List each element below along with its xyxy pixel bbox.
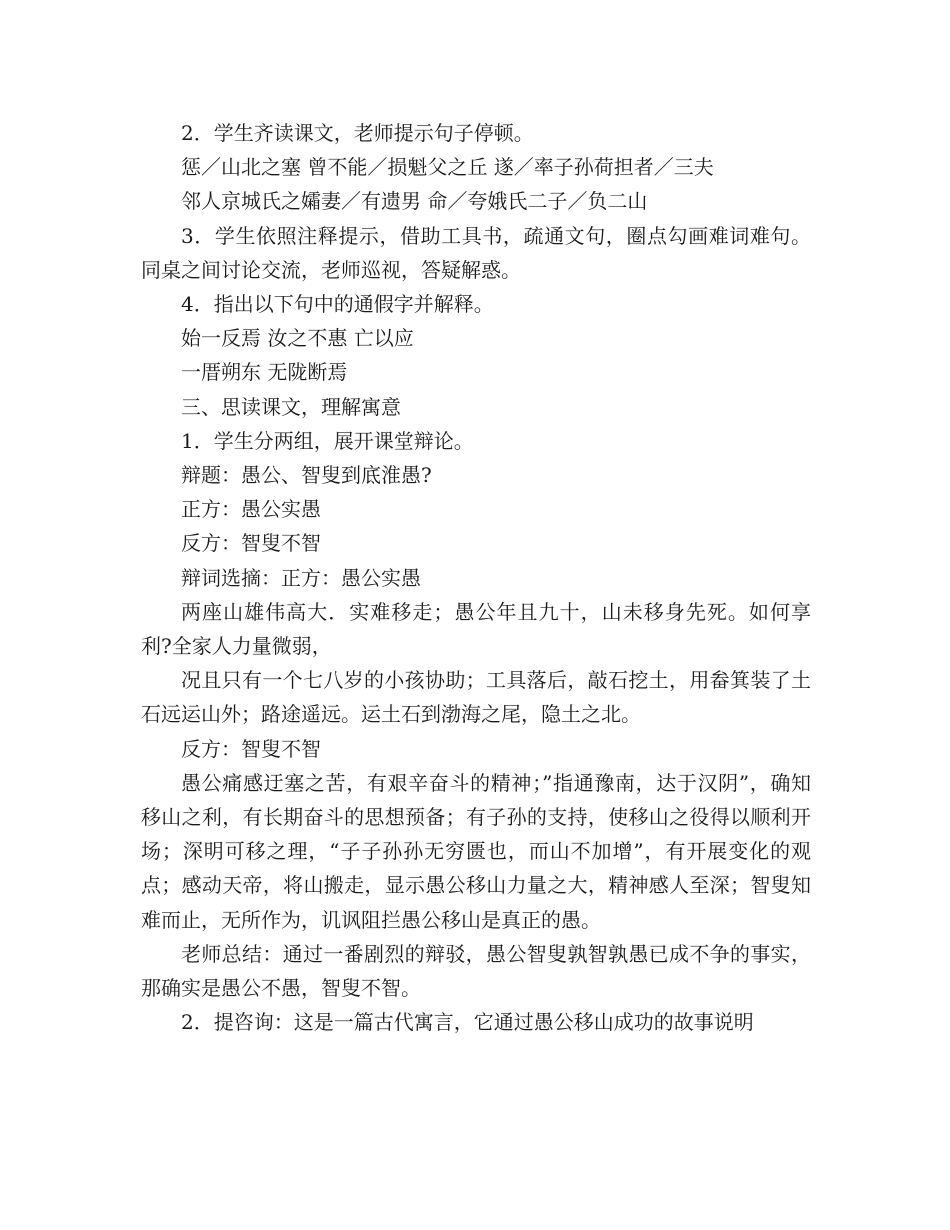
- section-heading-3: 三、思读课文，理解寓意: [181, 394, 401, 419]
- paragraph-tongjia-examples-2: 一厝朔东 无陇断焉: [181, 360, 348, 385]
- paragraph-debate-topic: 辩题：愚公、智叟到底淮愚?: [181, 463, 432, 488]
- paragraph-affirmative-argument-1: 两座山雄伟高大．实难移走；愚公年且九十，山未移身先死。如何享利?全家人力量微弱，: [141, 599, 811, 659]
- paragraph-tongjia-examples-1: 始一反焉 汝之不惠 亡以应: [181, 326, 414, 351]
- paragraph-debate-excerpt: 辩词选摘：正方：愚公实愚: [181, 565, 421, 590]
- paragraph-debate-intro: 1．学生分两组，展开课堂辩论。: [181, 428, 474, 453]
- paragraph-pause-line-1: 惩／山北之塞 曾不能／损魁父之丘 遂／率子孙荷担者／三夫: [181, 155, 714, 180]
- paragraph-negative-heading: 反方：智叟不智: [181, 736, 321, 761]
- paragraph-negative: 反方：智叟不智: [181, 531, 321, 556]
- paragraph-negative-argument: 愚公痛感迂塞之苦，有艰辛奋斗的精神；”指通豫南，达于汉阴”，确知移山之利，有长期奋斗的思想预备；有子孙的支持，使移山之役得以顺利开场；深明可移之理，“子子孙孙无穷匮也，而山不加增”，有开展变化的观点；感动天帝，将山搬走，显示愚公移山力量之大，精神感人至深；智叟知难而止，无所作为，讥讽阻拦愚公移山是真正的愚。: [141, 770, 811, 932]
- paragraph-pause-line-2: 邻人京城氏之孀妻／有遗男 命／夸娥氏二子／负二山: [181, 189, 648, 214]
- paragraph-step-2-reading: 2．学生齐读课文，老师提示句子停顿。: [181, 121, 534, 145]
- paragraph-step-3-annotation: 3．学生依照注释提示，借助工具书，疏通文句，圈点勾画难词难句。同桌之间讨论交流，老师巡视，答疑解惑。: [141, 223, 811, 282]
- paragraph-affirmative-argument-2: 况且只有一个七八岁的小孩协助；工具落后，敲石挖土，用畚箕装了土石远运山外；路途遥远。运土石到渤海之尾，隐土之北。: [141, 668, 811, 727]
- paragraph-affirmative: 正方：愚公实愚: [181, 497, 321, 522]
- paragraph-question: 2．提咨询：这是一篇古代寓言，它通过愚公移山成功的故事说明: [181, 1010, 754, 1035]
- document-body: [141, 116, 811, 1039]
- paragraph-step-4-tongjia: 4．指出以下句中的通假字并解释。: [181, 292, 494, 317]
- paragraph-teacher-summary: 老师总结：通过一番剧烈的辩驳，愚公智叟孰智孰愚已成不争的事实，那确实是愚公不愚，智叟不智。: [141, 941, 811, 1001]
